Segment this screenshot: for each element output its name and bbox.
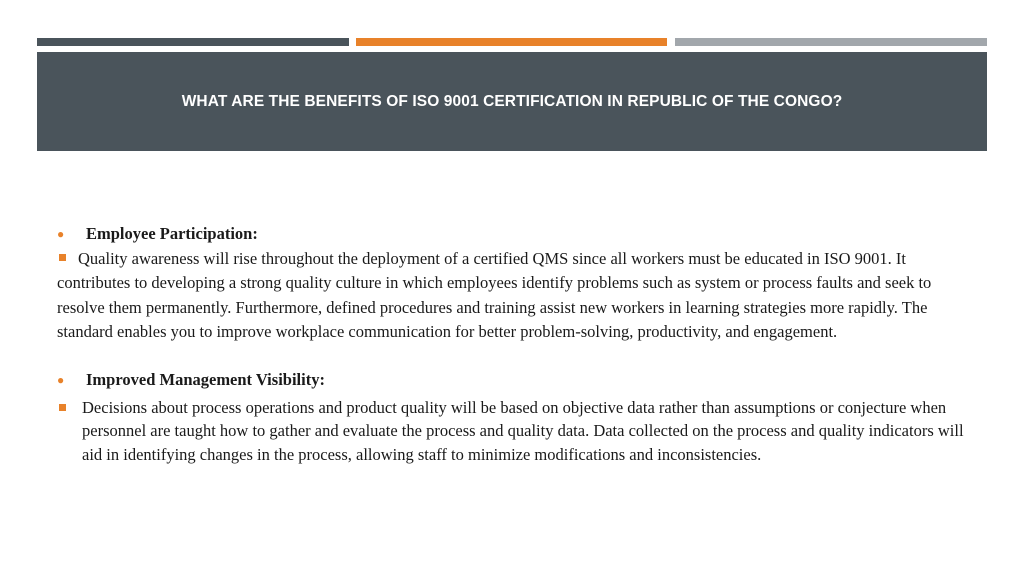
bullet-dot-icon: ● [57,227,65,241]
section-employee-participation [57,222,972,345]
title-band [37,52,987,151]
slide-body [57,222,972,466]
bullet-dot-icon: ● [57,372,65,387]
section-heading-text: Employee Participation: [86,224,258,243]
section-paragraph-text: Quality awareness will rise throughout the deployment of a certified QMS since all workers must be educated in ISO 9001. It contributes to developing a strong quality culture in which employees identify problems such as system or process faults and seek to resolve them permanently. Furthermore, defined procedures and training assist new workers in learning strategies more rapidly. The standard enables you to improve workplace communication for better problem-solving, productivity, and engagement. [57,248,932,341]
section-paragraph [57,247,972,345]
section-heading-text: Improved Management Visibility: [86,369,325,389]
section-heading [57,368,972,393]
section-management-visibility [57,368,972,466]
bullet-square-icon [59,404,66,411]
section-paragraph [57,396,972,466]
section-heading [57,222,972,247]
accent-bar-dark [37,38,349,46]
slide-title: WHAT ARE THE BENEFITS OF ISO 9001 CERTIFICATION IN REPUBLIC OF THE CONGO? [181,92,843,110]
accent-bar-gray [675,38,987,46]
accent-bar-orange [356,38,667,46]
bullet-square-icon [59,254,66,261]
section-paragraph-text: Decisions about process operations and product quality will be based on objective data rather than assumptions or conjecture when personnel are taught how to gather and evaluate the process and quality data. Data collected on the process and quality indicators will aid in identifying changes in the process, allowing staff to minimize modifications and inconsistencies. [82,398,964,464]
